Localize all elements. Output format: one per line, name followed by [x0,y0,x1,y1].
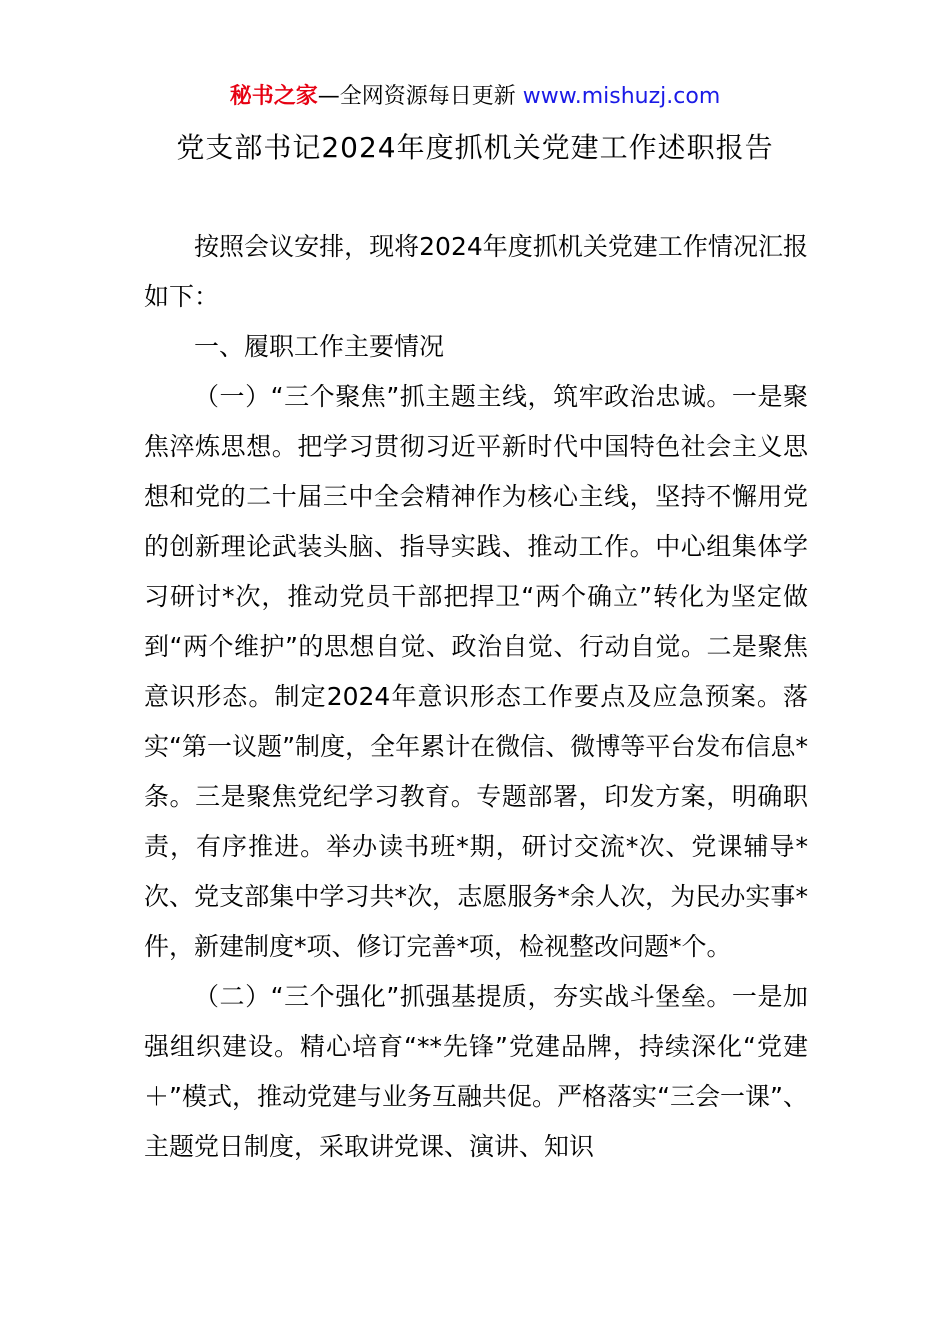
site-url-link[interactable]: www.mishuzj.com [522,84,721,109]
body-paragraph: （一）“三个聚焦”抓主题主线，筑牢政治忠诚。一是聚焦淬炼思想。把学习贯彻习近平新时代中国特色社会主义思想和党的二十届三中全会精神作为核心主线，坚持不懈用党的创新理论武装头脑、指导实践、推动工作。中心组集体学习研讨*次，推动党员干部把捍卫“两个确立”转化为坚定做到“两个维护”的思想自觉、政治自觉、行动自觉。二是聚焦意识形态。制定2024年意识形态工作要点及应急预案。落实“第一议题”制度，全年累计在微信、微博等平台发布信息*条。三是聚焦党纪学习教育。专题部署，印发方案，明确职责，有序推进。举办读书班*期，研讨交流*次、党课辅导*次、党支部集中学习共*次，志愿服务*余人次，为民办实事*件，新建制度*项、修订完善*项，检视整改问题*个。 [144,382,808,961]
document-body [144,222,808,1172]
section-heading: 一、履职工作主要情况 [194,332,445,361]
intro-paragraph: 按照会议安排，现将2024年度抓机关党建工作情况汇报如下： [144,232,808,311]
document-title: 党支部书记2024年度抓机关党建工作述职报告 [176,131,774,164]
site-header [0,82,950,112]
body-paragraph: （二）“三个强化”抓强基提质，夯实战斗堡垒。一是加强组织建设。精心培育“**先锋”党建品牌，持续深化“党建＋”模式，推动党建与业务互融共促。严格落实“三会一课”、主题党日制度，采取讲党课、演讲、知识 [144,982,808,1161]
brand-name: 秘书之家 [229,84,318,109]
site-tagline: —全网资源每日更新 [317,84,523,109]
